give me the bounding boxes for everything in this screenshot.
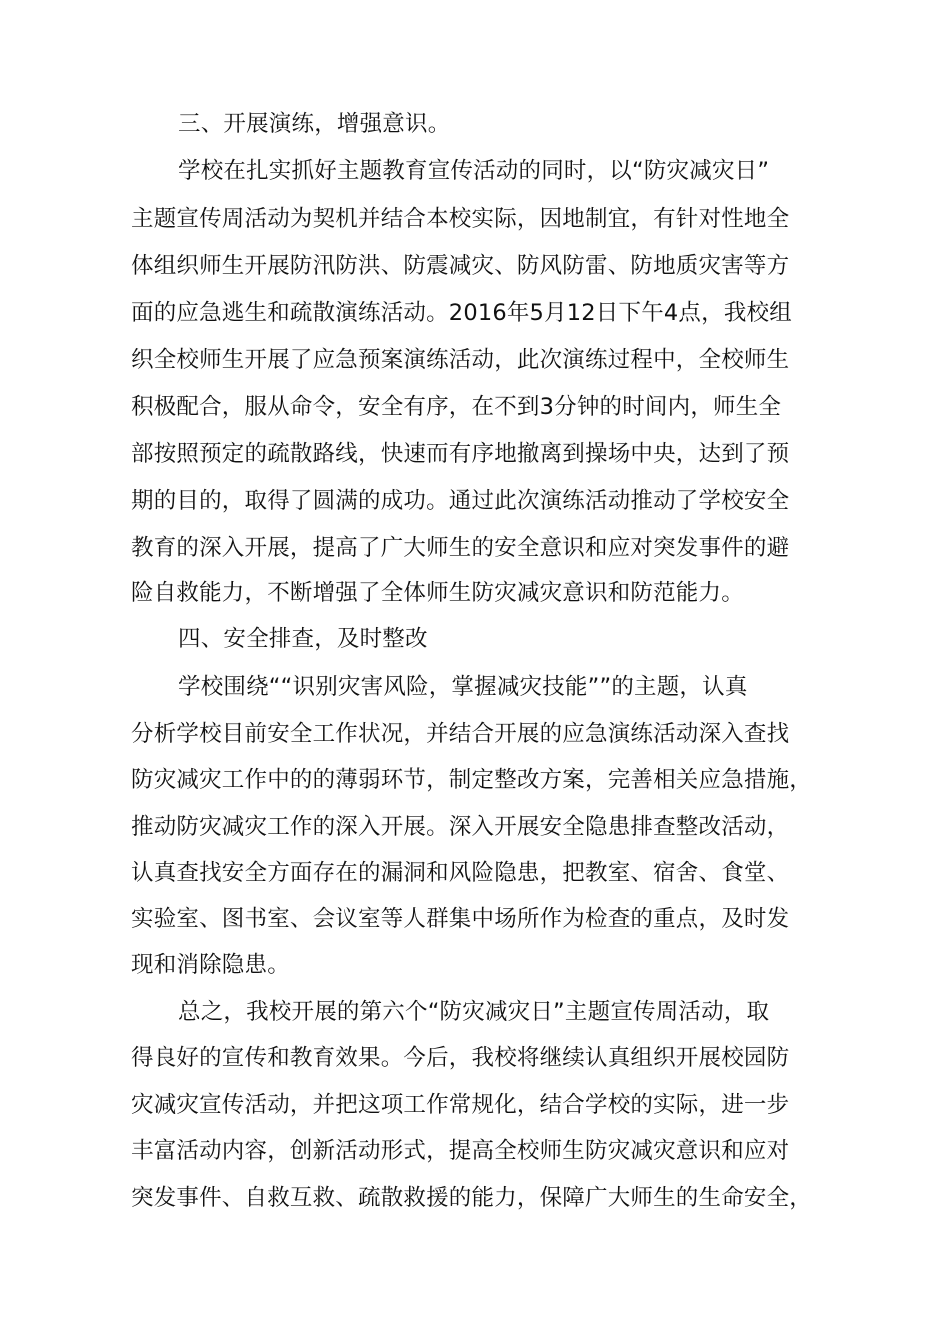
paragraph-line: 学校在扎实抓好主题教育宣传活动的同时，以“防灾减灾日” [178,158,770,184]
paragraph-line: 教育的深入开展，提高了广大师生的安全意识和应对突发事件的避 [131,535,790,561]
paragraph-line: 总之，我校开展的第六个“防灾减灾日”主题宣传周活动，取 [178,999,770,1025]
paragraph-line: 部按照预定的疏散路线，快速而有序地撤离到操场中央，达到了预 [131,441,790,467]
paragraph-line: 现和消除隐患。 [131,952,290,978]
paragraph-line: 学校围绕““识别灾害风险，掌握减灾技能””的主题，认真 [178,674,748,700]
paragraph-line: 险自救能力，不断增强了全体师生防灾减灾意识和防范能力。 [131,580,744,606]
paragraph-line: 丰富活动内容，创新活动形式，提高全校师生防灾减灾意识和应对 [131,1138,790,1164]
paragraph-line: 实验室、图书室、会议室等人群集中场所作为检查的重点，及时发 [131,906,790,932]
paragraph-line: 分析学校目前安全工作状况，并结合开展的应急演练活动深入查找 [131,721,790,747]
paragraph-line: 体组织师生开展防汛防洪、防震减灾、防风防雷、防地质灾害等方 [131,253,790,279]
paragraph-line: 突发事件、自救互救、疏散救援的能力，保障广大师生的生命安全， [131,1185,813,1211]
section-heading-4: 四、安全排查，及时整改 [178,626,428,652]
paragraph-line: 主题宣传周活动为契机并结合本校实际，因地制宜，有针对性地全 [131,206,790,232]
paragraph-line: 织全校师生开展了应急预案演练活动，此次演练过程中，全校师生 [131,347,790,373]
paragraph-line: 面的应急逃生和疏散演练活动。2016年5月12日下午4点，我校组 [131,300,792,326]
paragraph-line: 期的目的，取得了圆满的成功。通过此次演练活动推动了学校安全 [131,488,790,514]
paragraph-line: 积极配合，服从命令，安全有序，在不到3分钟的时间内，师生全 [131,394,782,420]
paragraph-line: 灾减灾宣传活动，并把这项工作常规化，结合学校的实际，进一步 [131,1092,790,1118]
section-heading-3: 三、开展演练，增强意识。 [178,111,451,137]
paragraph-line: 认真查找安全方面存在的漏洞和风险隐患，把教室、宿舍、食堂、 [131,860,790,886]
paragraph-line: 得良好的宣传和教育效果。今后，我校将继续认真组织开展校园防 [131,1045,790,1071]
paragraph-line: 防灾减灾工作中的的薄弱环节，制定整改方案，完善相关应急措施， [131,767,813,793]
paragraph-line: 推动防灾减灾工作的深入开展。深入开展安全隐患排查整改活动， [131,814,790,840]
